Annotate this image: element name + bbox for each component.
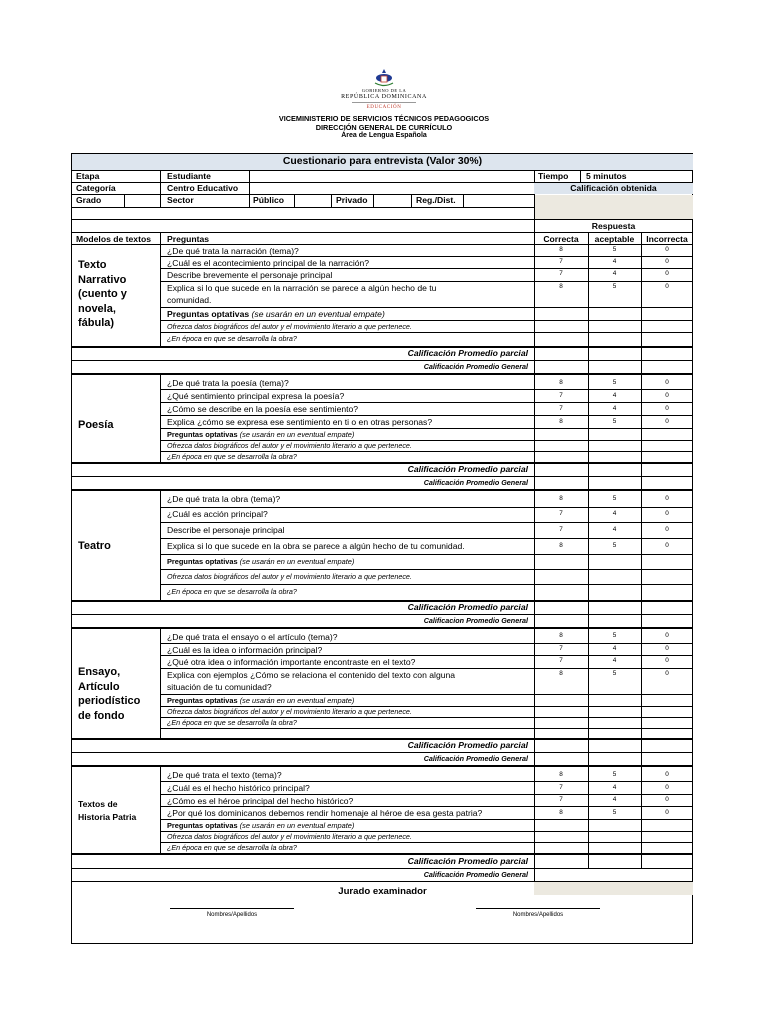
historia-epoca: ¿En época en que se desarrolla la obra? — [167, 843, 297, 852]
ensayo-q4-cont: situación de tu comunidad? — [167, 682, 272, 692]
correcta-header: Correcta — [543, 234, 579, 244]
regdist-label: Reg./Dist. — [416, 195, 456, 205]
score-cell: 0 — [665, 246, 669, 253]
narrativo-q4: Explica si lo que sucede en la narración se parece a algún hecho de tu — [167, 283, 437, 293]
score-cell: 8 — [559, 283, 563, 290]
modelos-header: Modelos de textos — [76, 234, 151, 244]
gobierno-label: GOBIERNO DE LA — [361, 88, 407, 93]
poesia-q2: ¿Qué sentimiento principal expresa la poesía? — [167, 391, 345, 401]
poesia-q1: ¿De qué trata la poesía (tema)? — [167, 378, 289, 388]
jurado-sign2-label: Nombres/Apellidos — [512, 912, 564, 918]
estudiante-label: Estudiante — [167, 171, 211, 181]
score-cell: 7 — [559, 510, 563, 517]
poesia-epoca: ¿En época en que se desarrolla la obra? — [167, 452, 297, 461]
teatro-q3: Describe el personaje principal — [167, 525, 285, 535]
ensayo-optativas: Preguntas optativas (se usarán en un eventual empate) — [167, 696, 355, 705]
historia-q1: ¿De qué trata el texto (tema)? — [167, 770, 282, 780]
score-cell: 4 — [612, 258, 617, 265]
score-cell: 0 — [665, 418, 669, 425]
narrativo-biograficos: Ofrezca datos biográficos del autor y el movimiento literario a que pertenece. — [167, 322, 412, 331]
score-cell: 0 — [665, 542, 669, 549]
promedio-parcial-narrativo: Calificación Promedio parcial — [407, 348, 528, 358]
score-cell: 4 — [612, 645, 617, 652]
categoria-label: Categoría — [76, 183, 116, 193]
narrativo-optativas: Preguntas optativas (se usarán en un eventual empate) — [167, 309, 385, 319]
score-cell: 7 — [559, 526, 563, 533]
poesia-optativas: Preguntas optativas (se usarán en un eventual empate) — [167, 430, 355, 439]
estudiante-field[interactable] — [250, 171, 534, 182]
score-cell: 0 — [665, 809, 669, 816]
historia-optativas: Preguntas optativas (se usarán en un eventual empate) — [167, 821, 355, 830]
score-cell: 5 — [612, 542, 617, 549]
score-cell: 0 — [665, 510, 669, 517]
tiempo-label: Tiempo — [538, 171, 569, 181]
historia-biograficos: Ofrezca datos biográficos del autor y el movimiento literario a que pertenece. — [167, 832, 412, 841]
score-cell: 4 — [612, 405, 617, 412]
score-cell: 7 — [559, 392, 563, 399]
respuesta-header: Respuesta — [591, 221, 636, 231]
historia-q4: ¿Por qué los dominicanos debemos rendir homenaje al héroe de esa gesta patria? — [167, 808, 483, 818]
section-poesia-name: Poesía — [78, 419, 114, 431]
score-cell: 0 — [665, 796, 669, 803]
score-cell: 4 — [612, 510, 617, 517]
jurado-sign1-label: Nombres/Apellidos — [206, 912, 258, 918]
promedio-general-narrativo: Calificación Promedio General — [423, 362, 528, 371]
form-title: Cuestionario para entrevista (Valor 30%) — [282, 156, 483, 167]
score-cell: 5 — [612, 418, 617, 425]
score-cell: 4 — [612, 784, 617, 791]
educacion-label: EDUCACIÓN — [366, 105, 402, 110]
score-cell: 0 — [665, 495, 669, 502]
score-cell: 8 — [559, 542, 563, 549]
publico-checkbox[interactable] — [295, 195, 331, 207]
score-cell: 0 — [665, 784, 669, 791]
teatro-q2: ¿Cuál es acción principal? — [167, 509, 268, 519]
score-cell: 8 — [559, 670, 563, 677]
ensayo-epoca: ¿En época en que se desarrolla la obra? — [167, 718, 297, 727]
direccion-title: DIRECCIÓN GENERAL DE CURRÍCULO — [315, 123, 453, 132]
score-cell: 0 — [665, 645, 669, 652]
score-cell: 8 — [559, 246, 563, 253]
narrativo-epoca: ¿En época en que se desarrolla la obra? — [167, 334, 297, 343]
score-cell: 4 — [612, 270, 617, 277]
score-cell: 0 — [665, 270, 669, 277]
score-cell: 8 — [559, 771, 563, 778]
section-teatro-name: Teatro — [78, 540, 111, 552]
promedio-parcial-ensayo: Calificación Promedio parcial — [407, 740, 528, 750]
score-cell: 4 — [612, 796, 617, 803]
score-cell: 7 — [559, 796, 563, 803]
header-divider — [352, 102, 416, 103]
ensayo-q1: ¿De qué trata el ensayo o el artículo (tema)? — [167, 632, 338, 642]
centro-field[interactable] — [250, 183, 534, 194]
section-narrativo-name: Texto Narrativo (cuento y novela, fábula) — [78, 259, 127, 330]
publico-label: Público — [253, 195, 285, 205]
narrativo-q3: Describe brevemente el personaje principal — [167, 270, 333, 280]
calificacion-obtenida-label: Calificación obtenida — [570, 183, 657, 193]
score-cell: 0 — [665, 526, 669, 533]
teatro-q1: ¿De qué trata la obra (tema)? — [167, 494, 281, 504]
narrativo-q2: ¿Cuál es el acontecimiento principal de la narración? — [167, 258, 370, 268]
regdist-field[interactable] — [464, 195, 534, 207]
coat-of-arms-icon — [372, 68, 396, 88]
score-cell: 7 — [559, 784, 563, 791]
poesia-biograficos: Ofrezca datos biográficos del autor y el movimiento literario a que pertenece. — [167, 441, 412, 450]
score-cell: 5 — [612, 495, 617, 502]
score-cell: 5 — [612, 246, 617, 253]
historia-q3: ¿Cómo es el héroe principal del hecho histórico? — [167, 796, 354, 806]
score-cell: 0 — [665, 771, 669, 778]
jurado-signature-2[interactable] — [476, 896, 600, 908]
viceministerio-title: VICEMINISTERIO DE SERVICIOS TÉCNICOS PEDAGOGICOS — [278, 114, 490, 123]
poesia-q3: ¿Cómo se describe en la poesía ese sentimiento? — [167, 404, 359, 414]
etapa-label: Etapa — [76, 171, 100, 181]
score-cell: 0 — [665, 405, 669, 412]
promedio-general-teatro: Calificacion Promedio General — [423, 616, 528, 625]
promedio-general-poesia: Calificación Promedio General — [423, 478, 528, 487]
score-cell: 5 — [612, 379, 617, 386]
incorrecta-header: Incorrecta — [646, 234, 688, 244]
score-cell: 4 — [612, 657, 617, 664]
grado-label: Grado — [76, 195, 102, 205]
teatro-epoca: ¿En época en que se desarrolla la obra? — [167, 587, 297, 596]
score-cell: 4 — [612, 392, 617, 399]
score-cell: 0 — [665, 283, 669, 290]
promedio-general-ensayo: Calificación Promedio General — [423, 754, 528, 763]
score-cell: 0 — [665, 670, 669, 677]
sector-label: Sector — [167, 195, 194, 205]
jurado-signature-1[interactable] — [170, 896, 294, 908]
teatro-biograficos: Ofrezca datos biográficos del autor y el movimiento literario a que pertenece. — [167, 572, 412, 581]
score-cell: 8 — [559, 379, 563, 386]
score-cell: 7 — [559, 645, 563, 652]
ensayo-biograficos: Ofrezca datos biográficos del autor y el movimiento literario a que pertenece. — [167, 707, 412, 716]
teatro-optativas: Preguntas optativas (se usarán en un eventual empate) — [167, 557, 355, 566]
aceptable-header: aceptable — [594, 234, 635, 244]
promedio-parcial-poesia: Calificación Promedio parcial — [407, 464, 528, 474]
privado-checkbox[interactable] — [374, 195, 411, 207]
score-cell: 0 — [665, 392, 669, 399]
score-cell: 0 — [665, 632, 669, 639]
promedio-parcial-historia: Calificación Promedio parcial — [407, 856, 528, 866]
preguntas-header: Preguntas — [167, 234, 210, 244]
area-title: Área de Lengua Española — [341, 132, 427, 139]
ensayo-q3: ¿Qué otra idea o información importante encontraste en el texto? — [167, 657, 416, 667]
poesia-q4: Explica ¿cómo se expresa ese sentimiento en ti o en otras personas? — [167, 417, 433, 427]
score-cell: 0 — [665, 258, 669, 265]
score-cell: 7 — [559, 270, 563, 277]
score-cell: 5 — [612, 771, 617, 778]
score-cell: 5 — [612, 809, 617, 816]
score-cell: 5 — [612, 670, 617, 677]
ensayo-q2: ¿Cuál es la idea o información principal? — [167, 645, 323, 655]
republica-label: REPÚBLICA DOMINICANA — [341, 94, 427, 100]
teatro-q4: Explica si lo que sucede en la obra se parece a algún hecho de tu comunidad. — [167, 541, 465, 551]
score-cell: 5 — [612, 632, 617, 639]
jurado-title: Jurado examinador — [338, 886, 427, 897]
score-cell: 0 — [665, 657, 669, 664]
score-cell: 4 — [612, 526, 617, 533]
score-cell: 7 — [559, 258, 563, 265]
historia-q2: ¿Cuál es el hecho histórico principal? — [167, 783, 310, 793]
score-cell: 8 — [559, 418, 563, 425]
promedio-parcial-teatro: Calificación Promedio parcial — [407, 602, 528, 612]
score-cell: 5 — [612, 283, 617, 290]
narrativo-q4-cont: comunidad. — [167, 295, 212, 305]
narrativo-q1: ¿De qué trata la narración (tema)? — [167, 246, 299, 256]
score-cell: 7 — [559, 405, 563, 412]
section-ensayo-name: Ensayo, Artículo periodístico de fondo — [78, 666, 141, 722]
score-cell: 0 — [665, 379, 669, 386]
score-cell: 8 — [559, 809, 563, 816]
promedio-general-historia: Calificación Promedio General — [423, 870, 528, 879]
privado-label: Privado — [336, 195, 368, 205]
score-cell: 8 — [559, 632, 563, 639]
centro-label: Centro Educativo — [167, 183, 239, 193]
calificacion-box — [534, 195, 693, 219]
score-cell: 7 — [559, 657, 563, 664]
tiempo-value: 5 minutos — [586, 171, 627, 181]
ensayo-q4: Explica con ejemplos ¿Cómo se relaciona el contenido del texto con alguna — [167, 670, 456, 680]
section-historia-name: Textos de Historia Patria — [78, 799, 137, 822]
score-cell: 8 — [559, 495, 563, 502]
